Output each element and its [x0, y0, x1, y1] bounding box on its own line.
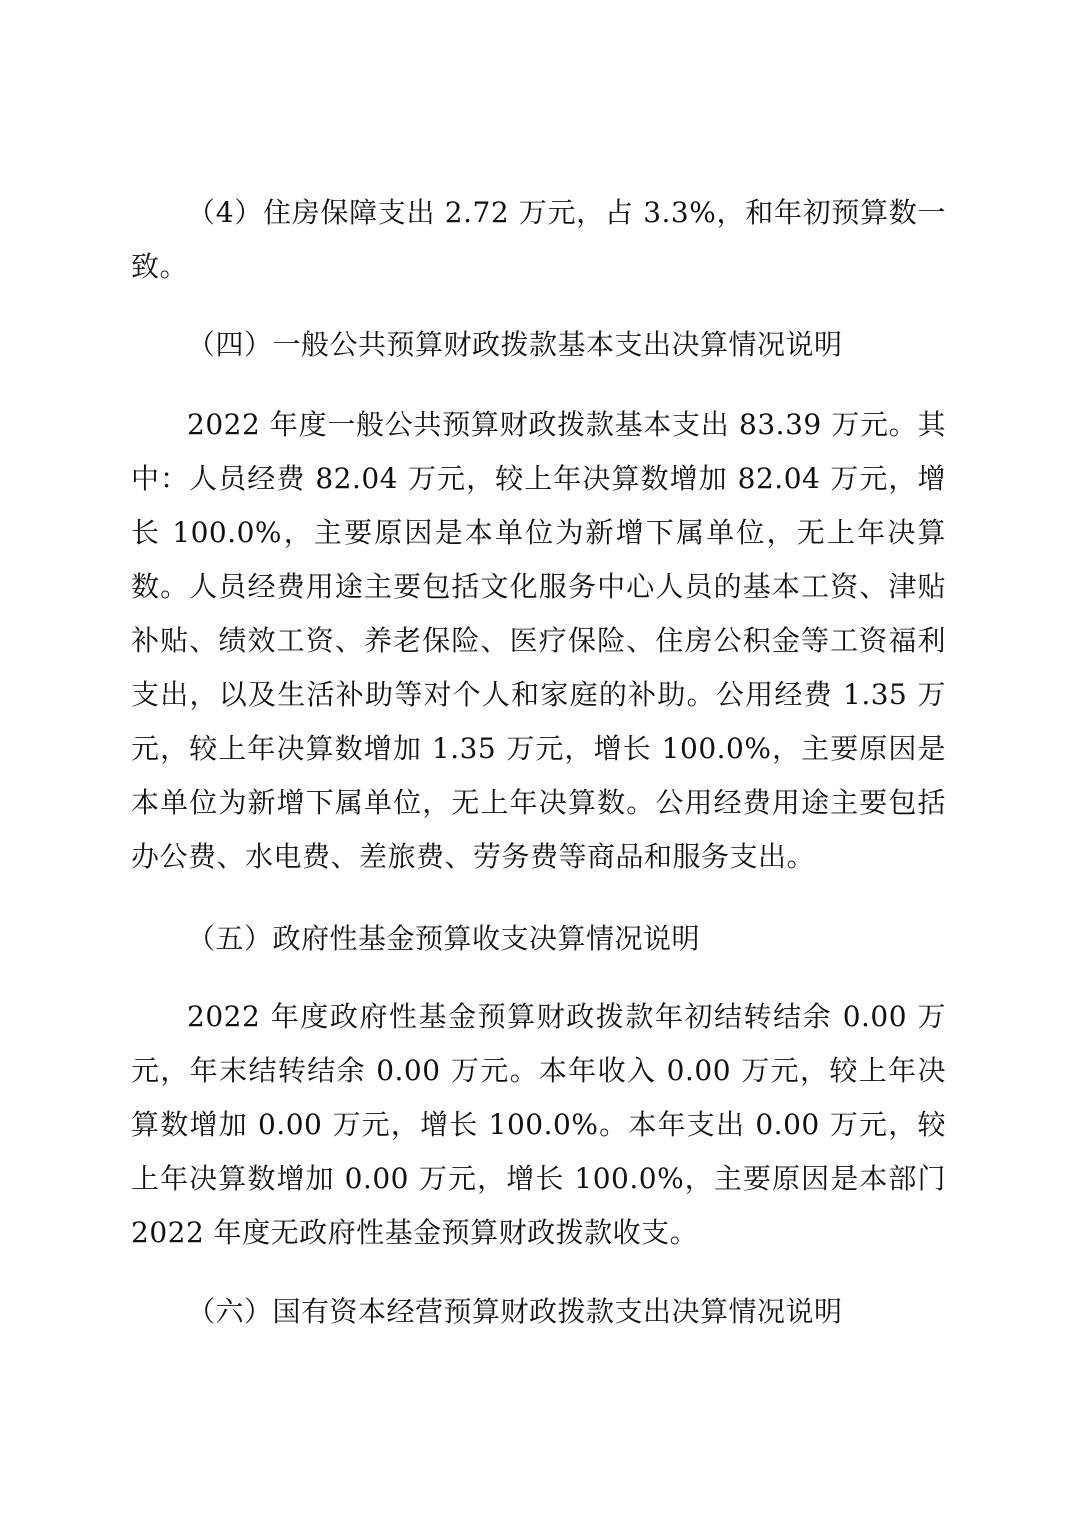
paragraph-basic-expenditure: 2022 年度一般公共预算财政拨款基本支出 83.39 万元。其中：人员经费 82.04 万元，较上年决算数增加 82.04 万元，增长 100.0%，主要原因是本单位为新增下属单位，无上年决算数。人员经费用途主要包括文化服务中心人员的基本工资、津贴补贴、绩效工资、养老保险、医疗保险、住房公积金等工资福利支出，以及生活补助等对个人和家庭的补助。公用经费 1.35 万元，较上年决算数增加 1.35 万元，增长 100.0%，主要原因是本单位为新增下属单位，无上年决算数。公用经费用途主要包括办公费、水电费、差旅费、劳务费等商品和服务支出。: [131, 408, 946, 873]
section-heading-gov-fund: （五）政府性基金预算收支决算情况说明: [187, 922, 701, 955]
paragraph-gov-fund: 2022 年度政府性基金预算财政拨款年初结转结余 0.00 万元，年末结转结余 0.00 万元。本年收入 0.00 万元，较上年决算数增加 0.00 万元，增长 100.0%。本年支出 0.00 万元，较上年决算数增加 0.00 万元，增长 100.0%，主要原因是本部门 2022 年度无政府性基金预算财政拨款收支。: [131, 1000, 946, 1249]
paragraph-housing-expenditure: （4）住房保障支出 2.72 万元，占 3.3%，和年初预算数一致。: [131, 196, 946, 283]
section-heading-state-capital: （六）国有资本经营预算财政拨款支出决算情况说明: [187, 1295, 843, 1328]
section-heading-basic-expenditure: （四）一般公共预算财政拨款基本支出决算情况说明: [187, 328, 843, 361]
